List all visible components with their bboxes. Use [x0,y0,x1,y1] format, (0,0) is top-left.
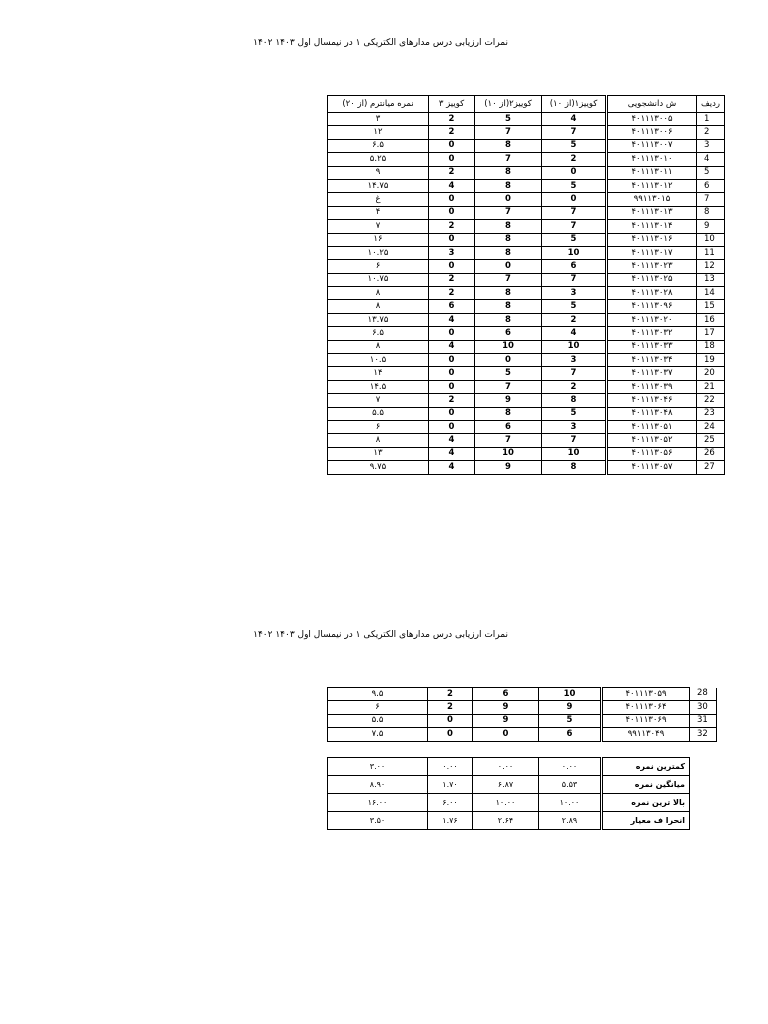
row-number-cell: 19 [697,354,725,367]
stat-label-cell: انحرا ف معیار [602,812,690,830]
quiz1-stat-cell: ۰.۰۰ [539,758,602,776]
quiz3-cell: 0 [429,380,475,393]
table-row [328,447,725,460]
student-id-cell: ۴۰۱۱۱۳۰۲۳ [607,260,697,273]
table-row [328,354,725,367]
quiz2-cell: 0 [473,728,539,741]
table-row [328,701,717,714]
midterm-cell: ۶ [328,420,429,433]
table-row [328,728,717,741]
quiz3-stat-cell: ۰.۰۰ [428,758,473,776]
row-number-cell: 6 [697,179,725,192]
table-row [328,139,725,152]
row-number-cell: 11 [697,246,725,259]
midterm-cell: ۱۳ [328,447,429,460]
quiz2-cell: 5 [475,367,542,380]
student-id-cell: ۴۰۱۱۱۳۰۱۴ [607,220,697,233]
row-number-cell: 28 [690,688,717,701]
quiz3-cell: 0 [429,206,475,219]
quiz1-cell: 0 [542,166,607,179]
table-row [328,179,725,192]
row-number-cell: 31 [690,714,717,727]
quiz1-cell: 8 [542,461,607,474]
midterm-cell: ۵.۲۵ [328,153,429,166]
quiz1-stat-cell: ۱۰.۰۰ [539,794,602,812]
quiz1-cell: 3 [542,354,607,367]
midterm-cell: ۸ [328,300,429,313]
quiz3-cell: 2 [429,113,475,126]
quiz3-cell: 2 [429,394,475,407]
quiz2-cell: 7 [475,206,542,219]
quiz1-cell: 5 [542,300,607,313]
student-id-cell: ۴۰۱۱۱۳۰۳۴ [607,354,697,367]
quiz3-cell: 4 [429,461,475,474]
table-row [328,688,717,701]
quiz1-cell: 6 [542,260,607,273]
quiz1-cell: 6 [539,728,602,741]
midterm-cell: غ [328,193,429,206]
table-row [328,327,725,340]
student-id-cell: ۹۹۱۱۳۰۱۵ [607,193,697,206]
quiz1-cell: 8 [542,394,607,407]
quiz3-cell: 0 [429,327,475,340]
quiz3-cell: 4 [429,340,475,353]
quiz1-cell: 7 [542,220,607,233]
midterm-cell: ۹.۷۵ [328,461,429,474]
quiz1-stat-cell: ۲.۸۹ [539,812,602,830]
student-id-cell: ۴۰۱۱۱۳۰۳۳ [607,340,697,353]
midterm-cell: ۸ [328,434,429,447]
quiz3-cell: 0 [429,354,475,367]
student-id-cell: ۴۰۱۱۱۳۰۱۰ [607,153,697,166]
row-number-cell: 4 [697,153,725,166]
stat-label-cell: بالا ترین نمره [602,794,690,812]
quiz1-cell: 9 [539,701,602,714]
row-number-cell: 9 [697,220,725,233]
page-title: نمرات ارزیابی درس مدارهای الکتریکی ۱ در نیمسال اول ۱۴۰۳ ۱۴۰۲ [253,38,508,48]
student-id-cell: ۴۰۱۱۱۳۰۴۶ [607,394,697,407]
quiz1-cell: 4 [542,113,607,126]
quiz3-cell: 2 [429,126,475,139]
table-row [328,220,725,233]
student-id-cell: ۴۰۱۱۱۳۰۵۲ [607,434,697,447]
quiz3-cell: 0 [429,153,475,166]
midterm-cell: ۵.۵ [328,714,428,727]
table-row [328,367,725,380]
quiz3-cell: 0 [428,714,473,727]
page-title-repeat: نمرات ارزیابی درس مدارهای الکتریکی ۱ در نیمسال اول ۱۴۰۳ ۱۴۰۲ [253,630,508,640]
student-id-cell: ۴۰۱۱۱۳۰۱۱ [607,166,697,179]
student-id-cell: ۴۰۱۱۱۳۰۰۵ [607,113,697,126]
row-number-cell: 8 [697,206,725,219]
table-row [328,153,725,166]
quiz2-cell: 7 [475,153,542,166]
midterm-cell: ۱۴.۵ [328,380,429,393]
midterm-cell: ۱۰.۲۵ [328,246,429,259]
quiz2-cell: 8 [475,300,542,313]
quiz1-cell: 2 [542,380,607,393]
header-quiz3: کوییز ۳ [429,96,475,113]
row-number-cell: 17 [697,327,725,340]
quiz2-cell: 9 [475,461,542,474]
midterm-cell: ۷ [328,220,429,233]
quiz3-cell: 4 [429,447,475,460]
stats-row [328,758,690,776]
quiz1-cell: 5 [542,139,607,152]
quiz3-cell: 2 [429,220,475,233]
quiz1-cell: 5 [542,407,607,420]
row-number-cell: 24 [697,420,725,433]
midterm-cell: ۱۰.۷۵ [328,273,429,286]
student-id-cell: ۴۰۱۱۱۳۰۵۷ [607,461,697,474]
row-number-cell: 5 [697,166,725,179]
stats-row [328,776,690,794]
quiz1-cell: 2 [542,153,607,166]
student-id-cell: ۴۰۱۱۱۳۰۵۶ [607,447,697,460]
header-quiz1: کوییز۱(از ۱۰) [542,96,607,113]
midterm-stat-cell: ۱۶.۰۰ [328,794,428,812]
quiz2-cell: 8 [475,179,542,192]
quiz3-cell: 0 [429,233,475,246]
midterm-cell: ۶.۵ [328,327,429,340]
table-row [328,246,725,259]
quiz1-cell: 7 [542,206,607,219]
quiz1-cell: 7 [542,273,607,286]
row-number-cell: 14 [697,287,725,300]
quiz1-cell: 7 [542,367,607,380]
quiz2-stat-cell: ۶.۸۷ [473,776,539,794]
student-id-cell: ۴۰۱۱۱۳۰۶۹ [602,714,690,727]
table-row [328,434,725,447]
quiz3-cell: 2 [429,273,475,286]
quiz2-cell: 7 [475,273,542,286]
row-number-cell: 30 [690,701,717,714]
midterm-cell: ۶ [328,701,428,714]
table-row [328,407,725,420]
quiz3-stat-cell: ۱.۷۰ [428,776,473,794]
quiz1-cell: 10 [542,340,607,353]
quiz1-cell: 5 [542,233,607,246]
midterm-stat-cell: ۳.۵۰ [328,812,428,830]
student-id-cell: ۴۰۱۱۱۳۰۰۶ [607,126,697,139]
quiz1-cell: 10 [542,447,607,460]
row-number-cell: 22 [697,394,725,407]
student-id-cell: ۴۰۱۱۱۳۰۳۹ [607,380,697,393]
student-id-cell: ۴۰۱۱۱۳۰۲۰ [607,313,697,326]
table-row [328,340,725,353]
midterm-stat-cell: ۳.۰۰ [328,758,428,776]
row-number-cell: 1 [697,113,725,126]
grades-table [327,95,725,475]
quiz2-cell: 8 [475,407,542,420]
quiz2-stat-cell: ۱۰.۰۰ [473,794,539,812]
row-number-cell: 3 [697,139,725,152]
quiz3-cell: 0 [429,407,475,420]
quiz2-cell: 8 [475,287,542,300]
midterm-cell: ۱۶ [328,233,429,246]
student-id-cell: ۴۰۱۱۱۳۰۳۲ [607,327,697,340]
header-midterm: نمره میانترم (از ۲۰) [328,96,429,113]
quiz3-cell: 6 [429,300,475,313]
midterm-cell: ۸ [328,340,429,353]
row-number-cell: 10 [697,233,725,246]
table-row [328,113,725,126]
table-row [328,233,725,246]
quiz2-cell: 10 [475,340,542,353]
table-header-row [328,96,725,113]
quiz3-stat-cell: ۶.۰۰ [428,794,473,812]
table-row [328,420,725,433]
quiz2-cell: 7 [475,126,542,139]
quiz2-cell: 6 [475,420,542,433]
quiz2-stat-cell: ۰.۰۰ [473,758,539,776]
quiz2-cell: 8 [475,139,542,152]
table-row [328,714,717,727]
table-row [328,126,725,139]
quiz2-cell: 7 [475,380,542,393]
row-number-cell: 23 [697,407,725,420]
table-row [328,260,725,273]
row-number-cell: 18 [697,340,725,353]
row-number-cell: 7 [697,193,725,206]
row-number-cell: 13 [697,273,725,286]
quiz3-cell: 4 [429,434,475,447]
quiz2-cell: 8 [475,166,542,179]
quiz3-cell: 0 [429,420,475,433]
grades-table-continued [327,687,717,742]
student-id-cell: ۴۰۱۱۱۳۰۱۷ [607,246,697,259]
quiz2-cell: 6 [475,327,542,340]
table-row [328,313,725,326]
student-id-cell: ۴۰۱۱۱۳۰۱۶ [607,233,697,246]
stats-row [328,812,690,830]
quiz1-cell: 5 [539,714,602,727]
row-number-cell: 20 [697,367,725,380]
quiz2-cell: 8 [475,313,542,326]
row-number-cell: 2 [697,126,725,139]
quiz2-cell: 5 [475,113,542,126]
table-row [328,287,725,300]
quiz1-cell: 3 [542,420,607,433]
quiz2-cell: 8 [475,246,542,259]
table-row [328,193,725,206]
midterm-cell: ۴ [328,206,429,219]
table-row [328,300,725,313]
row-number-cell: 12 [697,260,725,273]
midterm-cell: ۱۴.۷۵ [328,179,429,192]
quiz1-cell: 10 [542,246,607,259]
quiz2-cell: 8 [475,220,542,233]
quiz1-cell: 5 [542,179,607,192]
midterm-cell: ۶.۵ [328,139,429,152]
midterm-cell: ۱۴ [328,367,429,380]
student-id-cell: ۴۰۱۱۱۳۰۶۴ [602,701,690,714]
midterm-cell: ۶ [328,260,429,273]
quiz3-cell: 2 [429,166,475,179]
quiz2-cell: 9 [473,714,539,727]
header-row-number: ردیف [697,96,725,113]
quiz1-stat-cell: ۵.۵۳ [539,776,602,794]
quiz2-cell: 0 [475,260,542,273]
student-id-cell: ۴۰۱۱۱۳۰۳۷ [607,367,697,380]
quiz3-cell: 0 [428,728,473,741]
student-id-cell: ۴۰۱۱۱۳۰۵۹ [602,688,690,701]
quiz2-cell: 7 [475,434,542,447]
quiz1-cell: 4 [542,327,607,340]
student-id-cell: ۴۰۱۱۱۳۰۵۱ [607,420,697,433]
row-number-cell: 26 [697,447,725,460]
quiz2-cell: 0 [475,193,542,206]
stat-label-cell: میانگین نمره [602,776,690,794]
table-row [328,206,725,219]
quiz3-cell: 4 [429,179,475,192]
student-id-cell: ۴۰۱۱۱۳۰۲۵ [607,273,697,286]
quiz2-cell: 10 [475,447,542,460]
quiz3-cell: 0 [429,260,475,273]
student-id-cell: ۹۹۱۱۳۰۴۹ [602,728,690,741]
quiz1-cell: 7 [542,434,607,447]
row-number-cell: 25 [697,434,725,447]
quiz3-cell: 2 [428,688,473,701]
student-id-cell: ۴۰۱۱۱۳۰۱۲ [607,179,697,192]
table-row [328,461,725,474]
stats-row [328,794,690,812]
student-id-cell: ۴۰۱۱۱۳۰۲۸ [607,287,697,300]
row-number-cell: 16 [697,313,725,326]
table-row [328,166,725,179]
quiz2-cell: 9 [475,394,542,407]
quiz3-cell: 2 [428,701,473,714]
quiz2-cell: 0 [475,354,542,367]
student-id-cell: ۴۰۱۱۱۳۰۱۳ [607,206,697,219]
quiz3-stat-cell: ۱.۷۶ [428,812,473,830]
quiz1-cell: 10 [539,688,602,701]
midterm-cell: ۸ [328,287,429,300]
quiz2-cell: 8 [475,233,542,246]
midterm-cell: ۷.۵ [328,728,428,741]
stat-label-cell: کمترین نمره [602,758,690,776]
midterm-cell: ۵.۵ [328,407,429,420]
midterm-cell: ۱۰.۵ [328,354,429,367]
quiz3-cell: 0 [429,193,475,206]
row-number-cell: 21 [697,380,725,393]
midterm-cell: ۳ [328,113,429,126]
table-row [328,380,725,393]
quiz3-cell: 4 [429,313,475,326]
quiz3-cell: 2 [429,287,475,300]
quiz1-cell: 2 [542,313,607,326]
midterm-cell: ۹.۵ [328,688,428,701]
quiz1-cell: 7 [542,126,607,139]
quiz3-cell: 0 [429,139,475,152]
quiz2-stat-cell: ۲.۶۴ [473,812,539,830]
quiz1-cell: 0 [542,193,607,206]
quiz2-cell: 9 [473,701,539,714]
midterm-cell: ۱۳.۷۵ [328,313,429,326]
midterm-cell: ۹ [328,166,429,179]
statistics-table [327,757,690,830]
header-quiz2: کوییز۲(از ۱۰) [475,96,542,113]
row-number-cell: 32 [690,728,717,741]
student-id-cell: ۴۰۱۱۱۳۰۰۷ [607,139,697,152]
quiz2-cell: 6 [473,688,539,701]
quiz3-cell: 0 [429,367,475,380]
table-row [328,394,725,407]
student-id-cell: ۴۰۱۱۱۳۰۹۶ [607,300,697,313]
midterm-stat-cell: ۸.۹۰ [328,776,428,794]
midterm-cell: ۷ [328,394,429,407]
quiz3-cell: 3 [429,246,475,259]
table-row [328,273,725,286]
row-number-cell: 15 [697,300,725,313]
quiz1-cell: 3 [542,287,607,300]
row-number-cell: 27 [697,461,725,474]
student-id-cell: ۴۰۱۱۱۳۰۴۸ [607,407,697,420]
header-student-id: ش دانشجویی [607,96,697,113]
midterm-cell: ۱۲ [328,126,429,139]
